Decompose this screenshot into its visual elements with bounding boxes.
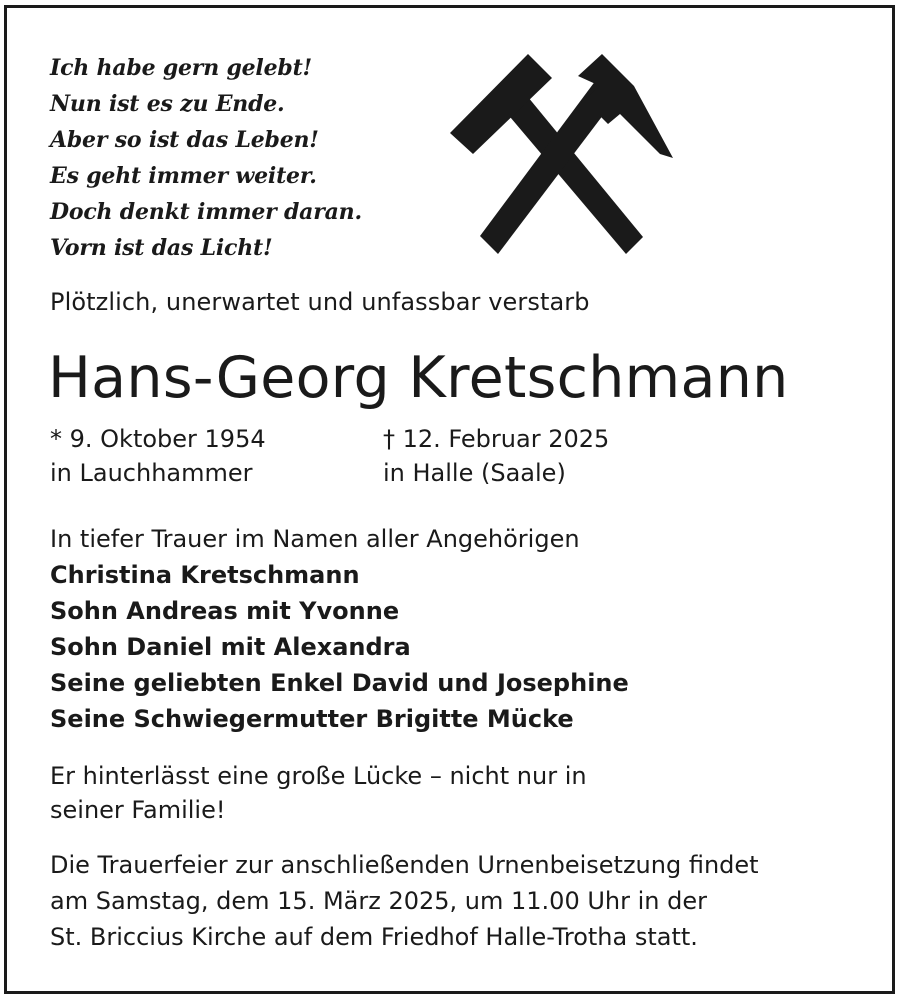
service-line: am Samstag, dem 15. März 2025, um 11.00 Uhr in der	[50, 887, 707, 915]
mourner-name: Sohn Andreas mit Yvonne	[50, 597, 400, 625]
death-info	[383, 422, 609, 490]
mourner-name: Sohn Daniel mit Alexandra	[50, 633, 411, 661]
legacy-line: Er hinterlässt eine große Lücke – nicht nur in	[50, 762, 587, 790]
poem	[50, 50, 362, 266]
deceased-name: Hans-Georg Kretschmann	[48, 345, 789, 411]
poem-line: Vorn ist das Licht!	[50, 235, 273, 261]
legacy-text	[50, 759, 587, 827]
mourner-name: Seine Schwiegermutter Brigitte Mücke	[50, 705, 574, 733]
intro-text: Plötzlich, unerwartet und unfassbar verstarb	[50, 288, 590, 316]
death-date: † 12. Februar 2025	[383, 425, 610, 453]
service-info	[50, 847, 759, 955]
birth-place: in Lauchhammer	[50, 459, 253, 487]
service-line: St. Briccius Kirche auf dem Friedhof Halle-Trotha statt.	[50, 923, 698, 951]
poem-line: Nun ist es zu Ende.	[50, 91, 285, 117]
mourner-name: Christina Kretschmann	[50, 561, 360, 589]
mourners-heading: In tiefer Trauer im Namen aller Angehörigen	[50, 525, 580, 553]
death-place: in Halle (Saale)	[383, 459, 566, 487]
poem-line: Es geht immer weiter.	[50, 163, 317, 189]
mourners-block	[50, 521, 629, 737]
poem-line: Ich habe gern gelebt!	[50, 55, 312, 81]
poem-line: Aber so ist das Leben!	[50, 127, 319, 153]
legacy-line: seiner Familie!	[50, 796, 226, 824]
service-line: Die Trauerfeier zur anschließenden Urnenbeisetzung findet	[50, 851, 759, 879]
birth-date: * 9. Oktober 1954	[50, 425, 266, 453]
birth-info	[50, 422, 266, 490]
mourner-name: Seine geliebten Enkel David und Josephine	[50, 669, 629, 697]
poem-line: Doch denkt immer daran.	[50, 199, 362, 225]
hammer-and-pick-icon	[448, 50, 678, 260]
